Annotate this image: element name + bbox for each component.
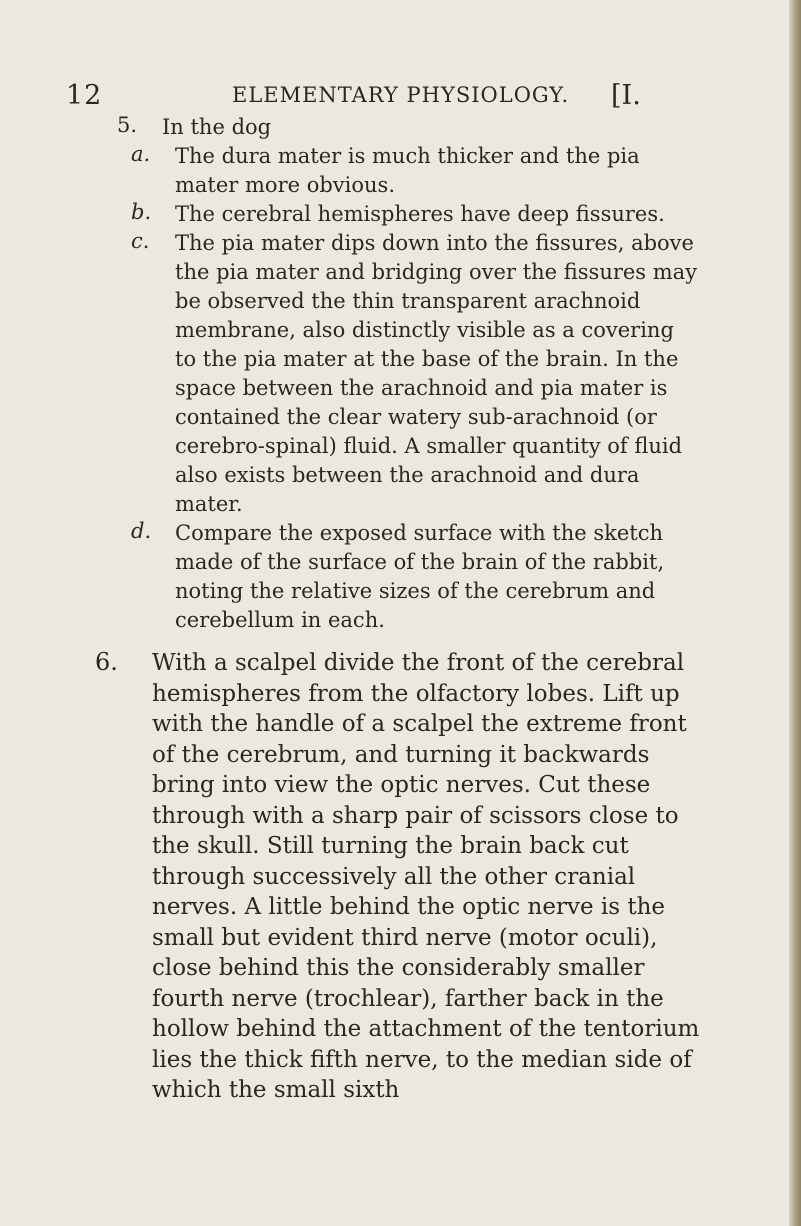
- section-number: 5.: [117, 113, 138, 137]
- sub-item-label: a.: [131, 142, 151, 166]
- sub-item-text: The dura mater is much thicker and the pia mater more obvious.: [175, 144, 640, 197]
- sub-item-label: b.: [131, 200, 152, 224]
- sub-item-text: The cerebral hemispheres have deep fissures.: [175, 202, 665, 226]
- page-body: [0, 113, 801, 1106]
- sub-item-d: [0, 519, 801, 635]
- section-title: In the dog: [162, 115, 272, 139]
- section-number: 6.: [95, 648, 118, 676]
- running-title: ELEMENTARY PHYSIOLOGY.: [232, 83, 570, 107]
- sub-item-label: d.: [131, 519, 152, 543]
- section-paragraph: With a scalpel divide the front of the cerebral hemispheres from the olfactory lobes. Lift up with the handle of a scalpel the extreme front of the cerebrum, and turning it backwards bring into view the optic nerves. Cut these through with a sharp pair of scissors close to the skull. Still turning the brain back cut through successively all the other cranial nerves. A little behind the optic nerve is the small but evident third nerve (motor oculi), close behind this the considerably smaller fourth nerve (trochlear), farther back in the hollow behind the attachment of the tentorium lies the thick fifth nerve, to the median side of which the small sixth: [152, 650, 700, 1103]
- sub-item-text: The pia mater dips down into the fissures, above the pia mater and bridging over the fissures may be observed the thin transparent arachnoid membrane, also distinctly visible as a covering to the pia mater at the base of the brain. In the space between the arachnoid and pia mater is contained the clear watery sub-arachnoid (or cerebro-spinal) fluid. A smaller quantity of fluid also exists between the arachnoid and dura mater.: [175, 231, 698, 516]
- sub-item-a: [0, 142, 801, 200]
- section-6: [0, 648, 801, 1106]
- section-5: [0, 113, 801, 142]
- sub-item-b: [0, 200, 801, 229]
- page-number: 12: [66, 80, 103, 111]
- running-header: [0, 80, 801, 110]
- sub-item-c: [0, 229, 801, 519]
- sub-item-text: Compare the exposed surface with the sketch made of the surface of the brain of the rabbit, noting the relative sizes of the cerebrum and cerebellum in each.: [175, 521, 665, 632]
- sub-item-label: c.: [131, 229, 150, 253]
- section-reference: [I.: [611, 80, 641, 111]
